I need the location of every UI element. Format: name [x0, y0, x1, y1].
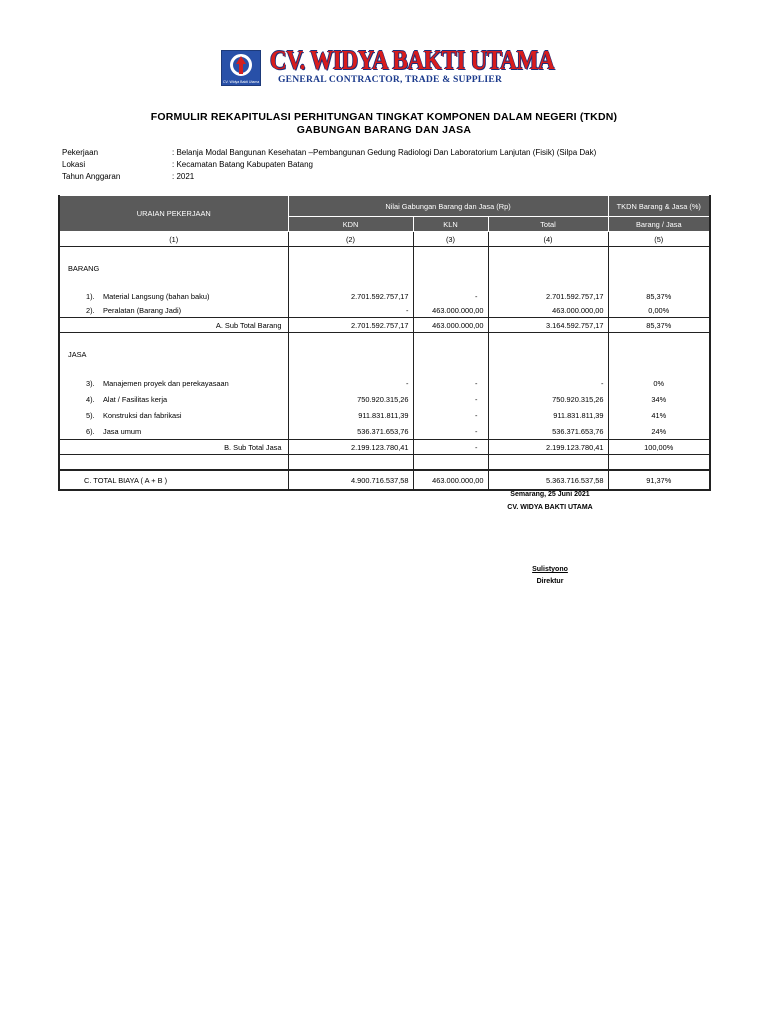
cell-total: 750.920.315,26 — [488, 391, 608, 407]
subtotal-label: B. Sub Total Jasa — [59, 440, 288, 455]
section-label: BARANG — [59, 261, 288, 275]
cell-total: 5.363.716.537,58 — [488, 470, 608, 490]
cell-kln: 463.000.000,00 — [413, 470, 488, 490]
table-row — [59, 375, 710, 391]
cell-kln: - — [413, 391, 488, 407]
cell-kln: - — [413, 423, 488, 440]
col-number: (2) — [288, 232, 413, 247]
row-name: Alat / Fasilitas kerja — [103, 394, 168, 404]
cell-kln: 463.000.000,00 — [413, 303, 488, 318]
row-name: Konstruksi dan fabrikasi — [103, 410, 182, 420]
meta-label: Pekerjaan — [62, 148, 99, 157]
header-tkdn: TKDN Barang & Jasa (%) — [608, 196, 710, 217]
cell-total: 3.164.592.757,17 — [488, 318, 608, 333]
row-number: 2). — [86, 305, 95, 315]
cell-kdn: 2.199.123.780,41 — [288, 440, 413, 455]
grand-total-row — [59, 470, 710, 490]
cell-kln: 463.000.000,00 — [413, 318, 488, 333]
cell-total: 536.371.653,76 — [488, 423, 608, 440]
section-row — [59, 261, 710, 275]
cell-tkdn: 41% — [608, 407, 710, 423]
row-name: Jasa umum — [103, 426, 142, 436]
subtotal-label: A. Sub Total Barang — [59, 318, 288, 333]
cell-tkdn: 91,37% — [608, 470, 710, 490]
row-name: Manajemen proyek dan perekayasaan — [103, 378, 229, 388]
header-kln: KLN — [413, 217, 488, 232]
col-number: (1) — [59, 232, 288, 247]
meta-label: Tahun Anggaran — [62, 172, 121, 181]
table-row — [59, 289, 710, 303]
meta-value: : Belanja Modal Bangunan Kesehatan –Pembangunan Gedung Radiologi Dan Laboratorium Lanjutan (Fisik) (Silpa Dak) — [172, 148, 597, 157]
section-row — [59, 347, 710, 361]
cell-tkdn: 24% — [608, 423, 710, 440]
signature-company: CV. WIDYA BAKTI UTAMA — [507, 504, 593, 511]
cell-tkdn: 85,37% — [608, 289, 710, 303]
row-number: 6). — [86, 426, 95, 436]
cell-kln: - — [413, 440, 488, 455]
company-name: CV. WIDYA BAKTI UTAMA — [270, 45, 555, 75]
company-tagline: GENERAL CONTRACTOR, TRADE & SUPPLIER — [278, 74, 503, 85]
subtotal-row — [59, 318, 710, 333]
header-total: Total — [488, 217, 608, 232]
cell-total: 2.701.592.757,17 — [488, 289, 608, 303]
cell-kdn: 911.831.811,39 — [288, 407, 413, 423]
col-number: (4) — [488, 232, 608, 247]
form-subtitle: GABUNGAN BARANG DAN JASA — [296, 124, 472, 136]
header-nilai: Nilai Gabungan Barang dan Jasa (Rp) — [288, 196, 608, 217]
meta-value: : 2021 — [172, 172, 195, 181]
header-uraian: URAIAN PEKERJAAN — [59, 196, 288, 232]
company-header — [218, 44, 558, 86]
table-row — [59, 423, 710, 440]
table-row — [59, 391, 710, 407]
grand-total-label: C. TOTAL BIAYA ( A + B ) — [59, 470, 288, 490]
cell-tkdn: 85,37% — [608, 318, 710, 333]
cell-tkdn: 34% — [608, 391, 710, 407]
header-barang-jasa: Barang / Jasa — [608, 217, 710, 232]
cell-total: 463.000.000,00 — [488, 303, 608, 318]
meta-value: : Kecamatan Batang Kabupaten Batang — [172, 160, 313, 169]
row-number: 5). — [86, 410, 95, 420]
cell-kdn: 2.701.592.757,17 — [288, 289, 413, 303]
cell-kln: - — [413, 289, 488, 303]
cell-total: - — [488, 375, 608, 391]
form-title: FORMULIR REKAPITULASI PERHITUNGAN TINGKAT KOMPONEN DALAM NEGERI (TKDN) — [150, 111, 618, 123]
tkdn-recap-table — [58, 195, 711, 491]
meta-label: Lokasi — [62, 160, 86, 169]
cell-tkdn: 100,00% — [608, 440, 710, 455]
cell-total: 911.831.811,39 — [488, 407, 608, 423]
row-number: 4). — [86, 394, 95, 404]
cell-kln: - — [413, 375, 488, 391]
row-number: 3). — [86, 378, 95, 388]
cell-kdn: - — [288, 375, 413, 391]
cell-kln: - — [413, 407, 488, 423]
logo-caption: CV. Widya Bakti Utama — [223, 80, 260, 84]
company-logo — [221, 50, 261, 86]
cell-tkdn: 0,00% — [608, 303, 710, 318]
signatory-position: Direktur — [536, 578, 564, 585]
signature-place-date: Semarang, 25 Juni 2021 — [510, 491, 590, 498]
cell-total: 2.199.123.780,41 — [488, 440, 608, 455]
cell-kdn: 536.371.653,76 — [288, 423, 413, 440]
row-name: Material Langsung (bahan baku) — [103, 291, 210, 301]
col-number: (5) — [608, 232, 710, 247]
signatory-name: Sulistyono — [532, 566, 568, 573]
col-number: (3) — [413, 232, 488, 247]
cell-kdn: 750.920.315,26 — [288, 391, 413, 407]
cell-tkdn: 0% — [608, 375, 710, 391]
section-label: JASA — [59, 347, 288, 361]
row-number: 1). — [86, 291, 95, 301]
cell-kdn: 4.900.716.537,58 — [288, 470, 413, 490]
cell-kdn: 2.701.592.757,17 — [288, 318, 413, 333]
table-row — [59, 407, 710, 423]
cell-kdn: - — [288, 303, 413, 318]
table-row — [59, 303, 710, 318]
header-kdn: KDN — [288, 217, 413, 232]
row-name: Peralatan (Barang Jadi) — [103, 305, 182, 315]
subtotal-row — [59, 440, 710, 455]
